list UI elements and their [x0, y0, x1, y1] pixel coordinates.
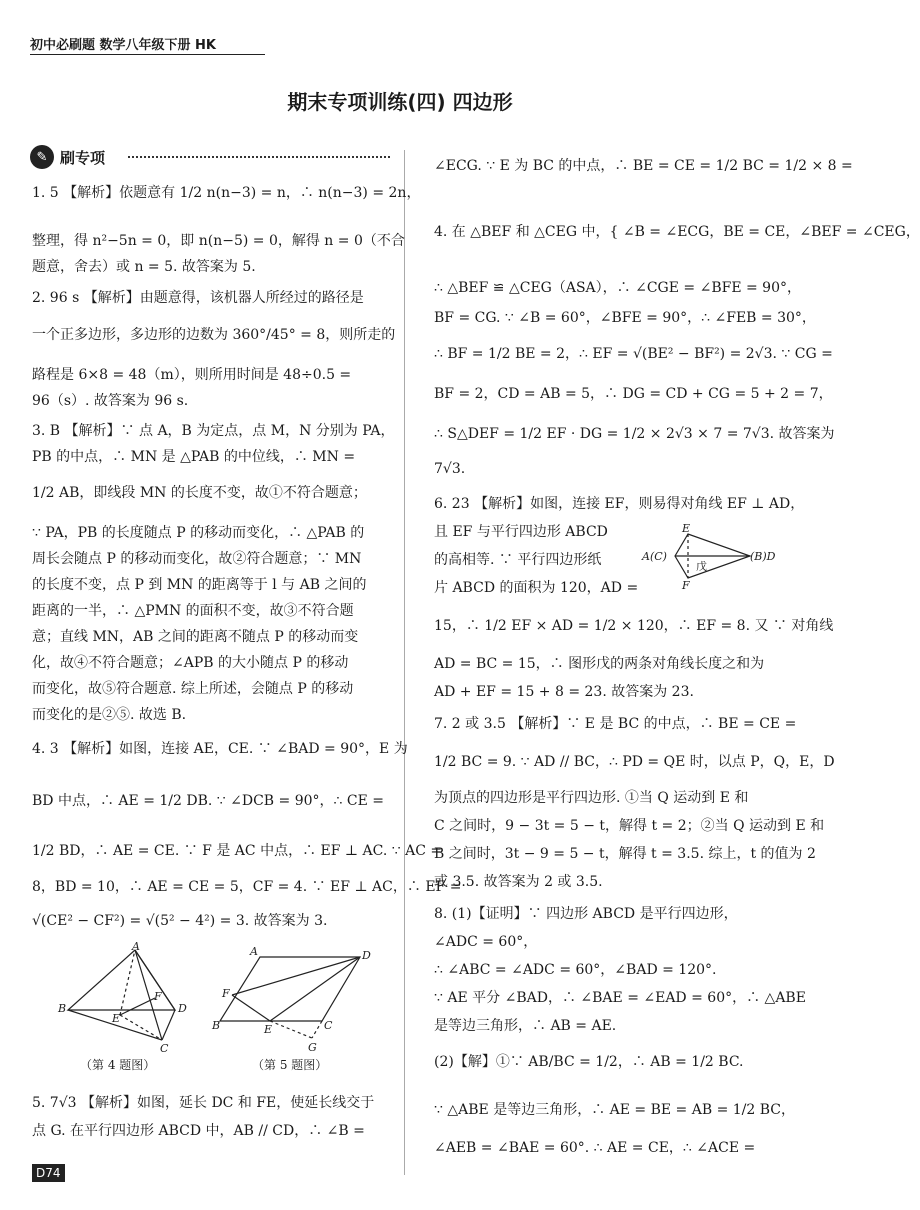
fig5-label-b: B: [212, 1019, 221, 1032]
text-line: 且 EF 与平行四边形 ABCD: [434, 524, 608, 540]
text-line: BF = CG. ∵ ∠B = 60°，∠BFE = 90°，∴ ∠FEB = 30°，: [434, 310, 816, 326]
fig5-label-f: F: [222, 987, 230, 1000]
pencil-icon: ✎: [30, 145, 54, 169]
text-line: ∠ADC = 60°，: [434, 934, 538, 950]
text-line: 2. 96 s 【解析】由题意得，该机器人所经过的路径是: [32, 290, 364, 306]
text-line: C 之间时，9 − 3t = 5 − t，解得 t = 2；②当 Q 运动到 E 和: [434, 818, 825, 834]
text-line: AD + EF = 15 + 8 = 23. 故答案为 23.: [434, 684, 694, 700]
text-line: 而变化的是②⑤. 故选 B.: [32, 707, 187, 723]
figure-6-diagram: [640, 520, 785, 590]
text-line: AD = BC = 15，∴ 图形戊的两条对角线长度之和为: [434, 656, 765, 672]
text-line: ∴ △BEF ≌ △CEG（ASA），∴ ∠CGE = ∠BFE = 90°，: [434, 280, 801, 296]
fig4-label-a: A: [132, 940, 140, 953]
text-line: 点 G. 在平行四边形 ABCD 中，AB // CD，∴ ∠B =: [32, 1123, 365, 1139]
text-line: 4. 在 △BEF 和 △CEG 中，{ ∠B = ∠ECG，BE = CE，∠BEF = ∠CEG，: [434, 224, 920, 240]
fig4-label-c: C: [160, 1042, 169, 1055]
section-badge: [30, 145, 105, 169]
text-line: 5. 7√3 【解析】如图，延长 DC 和 FE，使延长线交于: [32, 1095, 375, 1111]
text-line: 1. 5 【解析】依题意有 1/2 n(n−3) = n，∴ n(n−3) = 2n，: [32, 185, 421, 201]
text-line: 路程是 6×8 = 48（m），则所用时间是 48÷0.5 =: [32, 367, 352, 383]
text-line: BF = 2，CD = AB = 5，∴ DG = CD + CG = 5 + 2 = 7，: [434, 386, 833, 402]
text-line: 为顶点的四边形是平行四边形. ①当 Q 运动到 E 和: [434, 790, 749, 806]
text-line: 或 3.5. 故答案为 2 或 3.5.: [434, 874, 603, 890]
text-line: 15，∴ 1/2 EF × AD = 1/2 × 120，∴ EF = 8. 又 ∵ 对角线: [434, 618, 834, 634]
text-line: 的高相等. ∵ 平行四边形纸: [434, 552, 602, 568]
text-line: 1/2 AB，即线段 MN 的长度不变，故①不符合题意；: [32, 485, 367, 501]
text-line: 化，故④不符合题意；∠APB 的大小随点 P 的移动: [32, 655, 349, 671]
text-line: ∵ AE 平分 ∠BAD，∴ ∠BAE = ∠EAD = 60°，∴ △ABE: [434, 990, 806, 1006]
text-line: 片 ABCD 的面积为 120，AD =: [434, 580, 639, 596]
fig4-label-b: B: [58, 1002, 67, 1015]
text-line: 1/2 BC = 9. ∵ AD // BC，∴ PD = QE 时，以点 P，Q，E，D: [434, 754, 835, 770]
text-line: (2)【解】①∵ AB/BC = 1/2，∴ AB = 1/2 BC.: [434, 1054, 744, 1070]
text-line: 1/2 BD，∴ AE = CE. ∵ F 是 AC 中点，∴ EF ⊥ AC. ∵ AC =: [32, 843, 443, 859]
text-line: ∴ ∠ABC = ∠ADC = 60°，∠BAD = 120°.: [434, 962, 717, 978]
figure-5-diagram: [210, 945, 380, 1055]
text-line: 7√3.: [434, 461, 466, 477]
section-badge-label: 刷专项: [60, 148, 106, 167]
text-line: 4. 3 【解析】如图，连接 AE，CE. ∵ ∠BAD = 90°，E 为: [32, 741, 408, 757]
text-line: B 之间时，3t − 9 = 5 − t，解得 t = 3.5. 综上，t 的值为 2: [434, 846, 816, 862]
text-line: PB 的中点，∴ MN 是 △PAB 的中位线，∴ MN =: [32, 449, 356, 465]
text-line: ∵ PA，PB 的长度随点 P 的移动而变化，∴ △PAB 的: [32, 525, 365, 541]
fig5-label-c: C: [324, 1019, 333, 1032]
fig5-label-a: A: [250, 945, 258, 958]
fig4-label-e: E: [112, 1012, 121, 1025]
text-line: 8. (1)【证明】∵ 四边形 ABCD 是平行四边形，: [434, 906, 738, 922]
fig6-label-ac: A(C): [642, 550, 667, 563]
text-line: 96（s）. 故答案为 96 s.: [32, 393, 189, 409]
dotted-separator: [128, 156, 390, 158]
text-line: 周长会随点 P 的移动而变化，故②符合题意；∵ MN: [32, 551, 362, 567]
page-number: D74: [32, 1164, 65, 1182]
text-line: ∴ S△DEF = 1/2 EF · DG = 1/2 × 2√3 × 7 = 7√3. 故答案为: [434, 426, 835, 442]
text-line: 意；直线 MN，AB 之间的距离不随点 P 的移动而变: [32, 629, 359, 645]
text-line: ∠AEB = ∠BAE = 60°. ∴ AE = CE，∴ ∠ACE =: [434, 1140, 756, 1156]
text-line: ∠ECG. ∵ E 为 BC 的中点，∴ BE = CE = 1/2 BC = 1/2 × 8 =: [434, 158, 853, 174]
figure-5-caption: （第 5 题图）: [252, 1058, 328, 1072]
text-line: 的长度不变，点 P 到 MN 的距离等于 l 与 AB 之间的: [32, 577, 367, 593]
fig6-label-f: F: [682, 579, 690, 592]
text-line: 是等边三角形，∴ AB = AE.: [434, 1018, 617, 1034]
page-title: 期末专项训练(四) 四边形: [287, 90, 513, 114]
column-divider: [404, 150, 405, 1175]
text-line: ∴ BF = 1/2 BE = 2，∴ EF = √(BE² − BF²) = 2√3. ∵ CG =: [434, 346, 833, 362]
fig4-label-f: F: [154, 990, 162, 1003]
text-line: √(CE² − CF²) = √(5² − 4²) = 3. 故答案为 3.: [32, 913, 328, 929]
text-line: 一个正多边形，多边形的边数为 360°/45° = 8，则所走的: [32, 327, 396, 343]
fig5-label-e: E: [264, 1023, 273, 1036]
fig4-label-d: D: [178, 1002, 187, 1015]
text-line: 而变化，故⑤符合题意. 综上所述，会随点 P 的移动: [32, 681, 354, 697]
text-line: BD 中点，∴ AE = 1/2 DB. ∵ ∠DCB = 90°，∴ CE =: [32, 793, 384, 809]
figure-4-caption: （第 4 题图）: [80, 1058, 156, 1072]
text-line: 题意，舍去）或 n = 5. 故答案为 5.: [32, 259, 256, 275]
text-line: 3. B 【解析】∵ 点 A，B 为定点，点 M，N 分别为 PA，: [32, 423, 395, 439]
book-series-header: 初中必刷题 数学八年级下册 HK: [30, 38, 217, 53]
fig5-label-g: G: [308, 1041, 317, 1054]
fig6-label-wu: 戊: [696, 560, 707, 573]
figure-4-diagram: [50, 940, 200, 1055]
text-line: ∵ △ABE 是等边三角形，∴ AE = BE = AB = 1/2 BC，: [434, 1102, 796, 1118]
fig5-label-d: D: [362, 949, 371, 962]
text-line: 8，BD = 10，∴ AE = CE = 5，CF = 4. ∵ EF ⊥ AC，∴ EF =: [32, 879, 462, 895]
text-line: 整理，得 n²−5n = 0，即 n(n−5) = 0，解得 n = 0（不合: [32, 233, 405, 249]
text-line: 距离的一半，∴ △PMN 的面积不变，故③不符合题: [32, 603, 354, 619]
text-line: 7. 2 或 3.5 【解析】∵ E 是 BC 的中点，∴ BE = CE =: [434, 716, 797, 732]
header-underline: [30, 54, 265, 55]
fig6-label-bd: (B)D: [750, 550, 776, 563]
fig6-label-e: E: [682, 522, 691, 535]
text-line: 6. 23 【解析】如图，连接 EF，则易得对角线 EF ⊥ AD，: [434, 496, 805, 512]
